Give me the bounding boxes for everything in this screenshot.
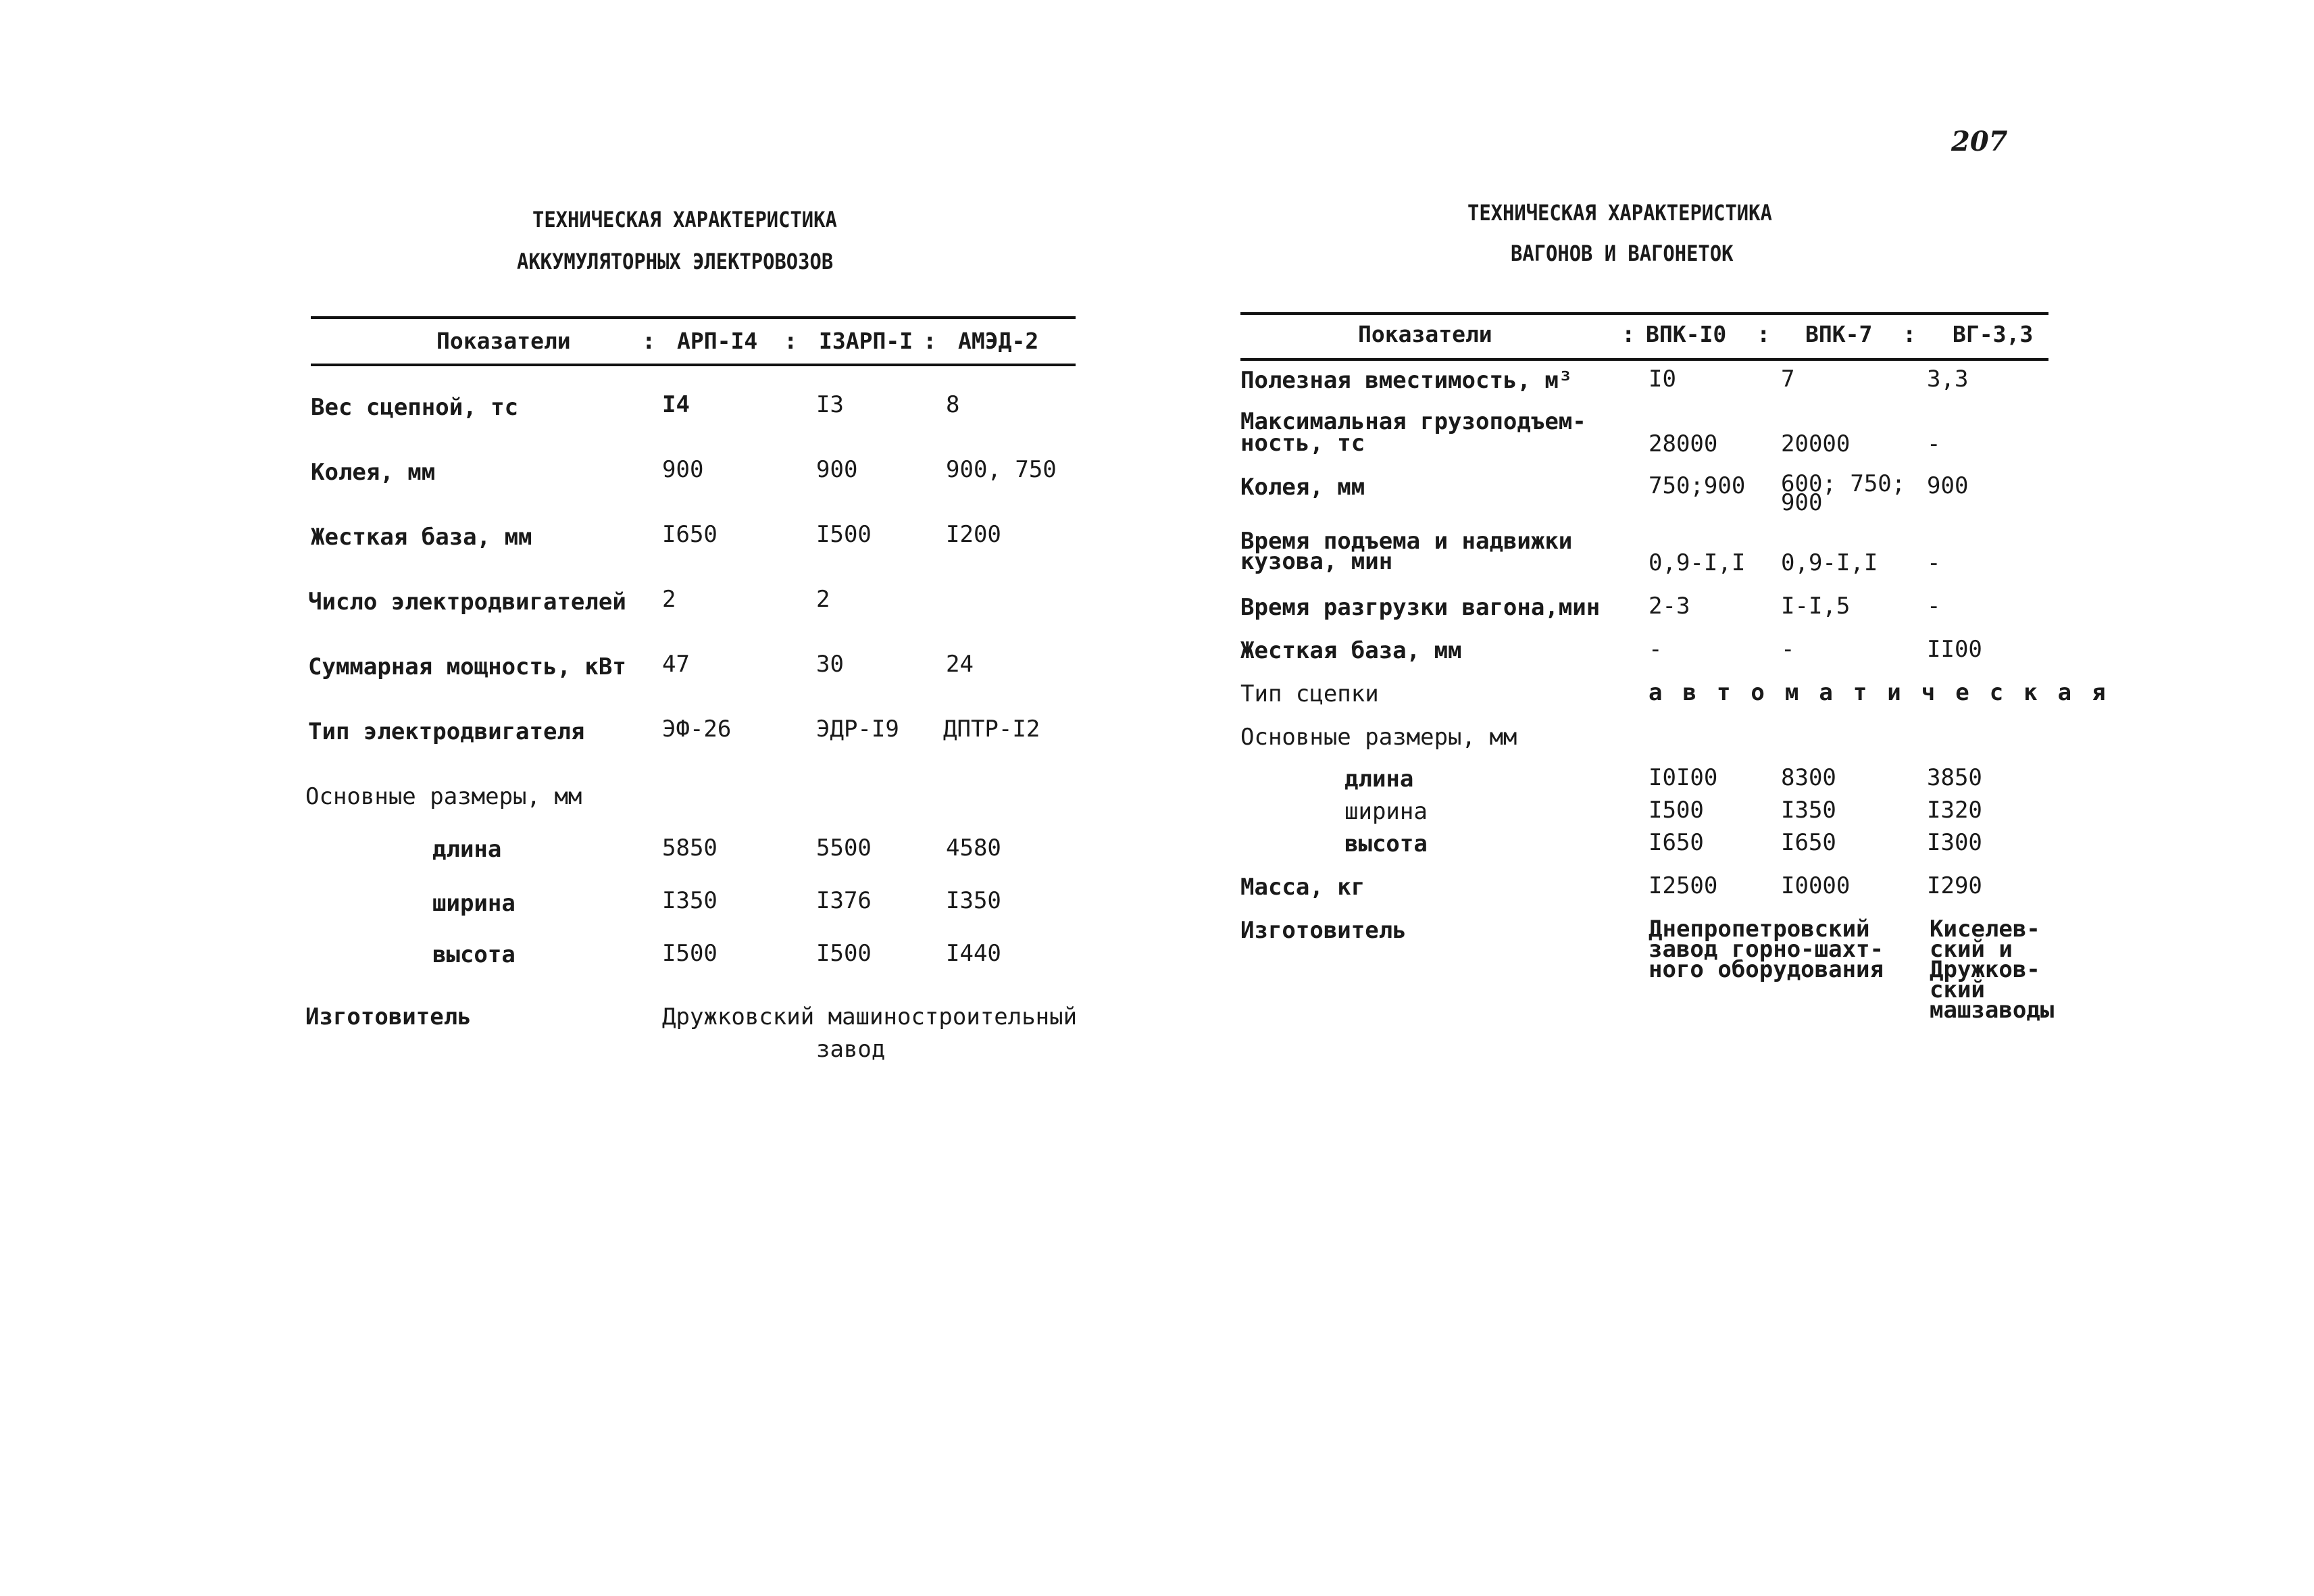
left-row-value: ДПТР-I2 (943, 716, 1040, 743)
right-row-value: I350 (1781, 797, 1836, 824)
right-header-label: Показатели (1358, 321, 1492, 347)
right-row-value: 900 (1927, 472, 1969, 499)
right-row-value: I2500 (1649, 872, 1718, 899)
left-row-label: Вес сцепной, тс (311, 394, 519, 421)
left-row-label: Жесткая база, мм (311, 524, 532, 551)
left-header-col-2: I3АРП-I (819, 328, 913, 354)
left-header-sep-2: : (784, 328, 798, 355)
left-row-value: 30 (816, 651, 844, 678)
left-title-line-2: АККУМУЛЯТОРНЫХ ЭЛЕКТРОВОЗОВ (517, 249, 834, 274)
right-row-label: Время подъема и надвижки кузова, мин (1240, 528, 1573, 575)
right-manufacturer-value-1: Днепропетровский завод горно-шахт- ного оборудования (1649, 916, 1884, 983)
right-manufacturer-label: Изготовитель (1240, 917, 1407, 944)
right-header-col-1: ВПК-I0 (1646, 321, 1727, 347)
right-row-span-value: автоматическая (1649, 679, 2126, 706)
right-row-value: 750;900 (1649, 472, 1746, 499)
left-manufacturer-line-2: завод (816, 1036, 886, 1063)
left-header-sep-3: : (923, 328, 937, 355)
right-row-label: Полезная вместимость, м³ (1240, 367, 1573, 394)
left-row-value: ЭДР-I9 (816, 716, 899, 743)
left-row-value: 900 (816, 456, 858, 483)
left-row-value: I500 (816, 521, 872, 548)
right-header-sep-3: : (1903, 321, 1917, 348)
right-row-value: 28000 (1649, 430, 1718, 457)
left-row-value: I3 (816, 391, 844, 418)
right-header-sep-2: : (1757, 321, 1771, 348)
left-row-value: 900 (662, 456, 704, 483)
right-row-label: Жесткая база, мм (1240, 637, 1462, 664)
right-top-rule (1240, 312, 2048, 315)
right-row-value: I0000 (1781, 872, 1851, 899)
right-row-label: Основные размеры, мм (1240, 724, 1517, 751)
left-row-value: 4580 (946, 834, 1001, 862)
left-row-value: 2 (662, 586, 676, 613)
left-row-value: 24 (946, 651, 974, 678)
left-row-value: I440 (946, 940, 1001, 967)
left-row-label: ширина (432, 890, 515, 917)
right-row-label: Время разгрузки вагона,мин (1240, 594, 1601, 621)
right-row-value: 3850 (1927, 764, 1982, 791)
left-row-label: Суммарная мощность, кВт (308, 653, 626, 680)
right-manufacturer-value-3: Киселев- ский и Дружков- ский машзаводы (1930, 916, 2055, 1024)
left-row-value: 8 (946, 391, 960, 418)
right-row-label: длина (1344, 766, 1414, 793)
left-row-value: 900, 750 (946, 456, 1057, 483)
right-row-value: I300 (1927, 829, 1982, 856)
right-title-line-1: ТЕХНИЧЕСКАЯ ХАРАКТЕРИСТИКА (1467, 200, 1772, 226)
right-row-label: Масса, кг (1240, 874, 1365, 901)
right-row-value: - (1927, 549, 1941, 576)
left-row-label: Основные размеры, мм (305, 783, 582, 810)
left-row-value: ЭФ-26 (662, 716, 732, 743)
right-row-value: I0 (1649, 366, 1676, 393)
left-row-value: I650 (662, 521, 718, 548)
right-header-sep-1: : (1621, 321, 1636, 348)
right-row-label: ширина (1344, 798, 1428, 825)
left-row-label: Колея, мм (311, 459, 436, 486)
right-row-value: 2-3 (1649, 593, 1690, 620)
right-row-value: - (1927, 593, 1941, 620)
right-title-line-2: ВАГОНОВ И ВАГОНЕТОК (1511, 241, 1734, 266)
left-row-value: I376 (816, 887, 872, 914)
right-header-col-2: ВПК-7 (1805, 321, 1873, 347)
right-row-value: - (1649, 636, 1663, 663)
right-row-value: 600; 750; 900 (1781, 470, 1906, 516)
left-row-value: I350 (662, 887, 718, 914)
right-row-value: I650 (1649, 829, 1704, 856)
left-row-value: I500 (816, 940, 872, 967)
right-row-value: I320 (1927, 797, 1982, 824)
page-number: 207 (1951, 126, 2008, 157)
left-row-value: 47 (662, 651, 690, 678)
left-row-value: I4 (662, 391, 690, 418)
right-row-value: I290 (1927, 872, 1982, 899)
left-manufacturer-label: Изготовитель (305, 1003, 472, 1030)
right-row-value: 7 (1781, 366, 1795, 393)
left-manufacturer-line-1: Дружковский машиностроительный (662, 1003, 1078, 1030)
left-row-label: высота (432, 941, 515, 968)
right-row-value: 3,3 (1927, 366, 1969, 393)
right-row-label: Колея, мм (1240, 474, 1365, 501)
right-row-label: Тип сцепки (1240, 680, 1379, 707)
left-header-rule (311, 364, 1076, 366)
left-top-rule (311, 316, 1076, 319)
right-row-value: 20000 (1781, 430, 1851, 457)
right-row-value: - (1781, 636, 1795, 663)
left-row-value: 5500 (816, 834, 872, 862)
left-row-value: 5850 (662, 834, 718, 862)
left-row-label: Число электродвигателей (308, 589, 626, 616)
right-row-value: I500 (1649, 797, 1704, 824)
right-header-col-3: ВГ-3,3 (1953, 321, 2034, 347)
right-row-value: 8300 (1781, 764, 1836, 791)
right-row-value: I0I00 (1649, 764, 1718, 791)
right-row-value: - (1927, 430, 1941, 457)
left-row-value: 2 (816, 586, 830, 613)
left-title-line-1: ТЕХНИЧЕСКАЯ ХАРАКТЕРИСТИКА (532, 207, 837, 232)
left-header-label: Показатели (436, 328, 571, 354)
left-row-label: длина (432, 836, 502, 863)
left-row-value: I500 (662, 940, 718, 967)
right-header-rule (1240, 358, 2048, 361)
right-row-value: I-I,5 (1781, 593, 1851, 620)
left-row-value: I350 (946, 887, 1001, 914)
left-header-col-3: АМЭД-2 (958, 328, 1039, 354)
right-row-label: Максимальная грузоподъем- ность, тс (1240, 408, 1586, 457)
right-row-value: 0,9-I,I (1649, 549, 1746, 576)
left-header-col-1: АРП-I4 (677, 328, 758, 354)
left-row-label: Тип электродвигателя (308, 718, 585, 745)
left-row-value: I200 (946, 521, 1001, 548)
right-row-value: 0,9-I,I (1781, 549, 1878, 576)
left-header-sep-1: : (642, 328, 656, 355)
right-row-label: высота (1344, 830, 1428, 857)
right-row-value: I650 (1781, 829, 1836, 856)
right-row-value: II00 (1927, 636, 1982, 663)
